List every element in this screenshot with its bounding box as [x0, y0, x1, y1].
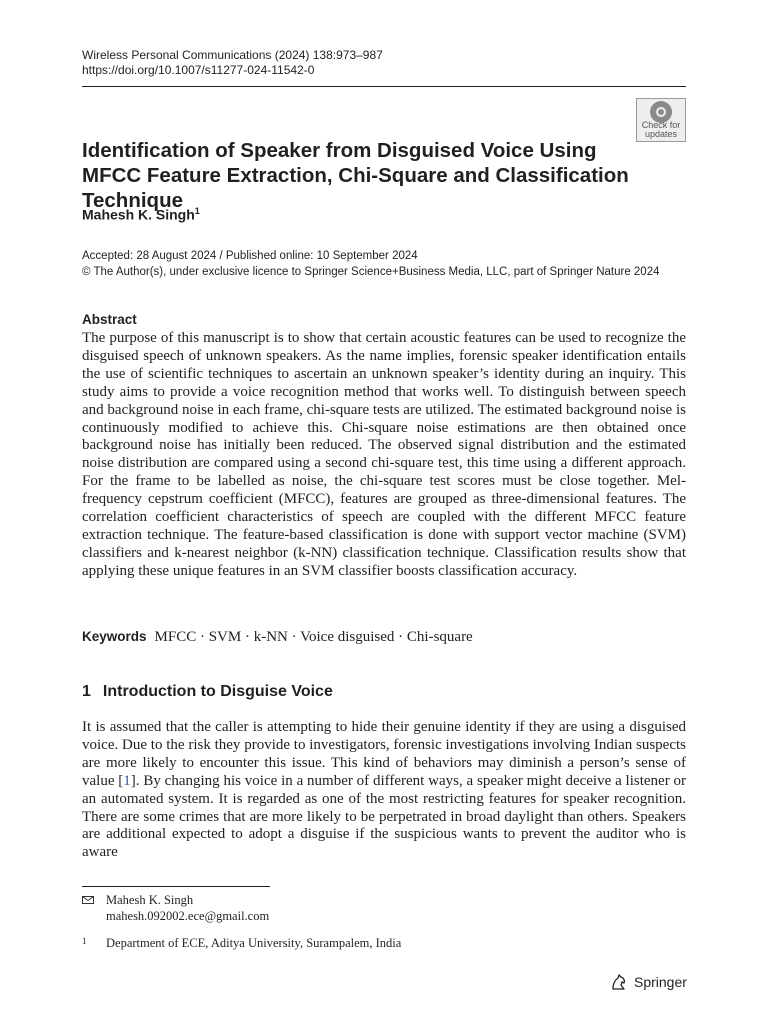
author-affiliation-mark: 1	[194, 206, 200, 216]
intro-paragraph	[82, 719, 686, 862]
springer-horse-icon	[610, 973, 628, 991]
badge-line-2: updates	[644, 129, 678, 139]
keywords-label: Keywords	[82, 629, 147, 644]
doi-link[interactable]: https://doi.org/10.1007/s11277-024-11542-0	[82, 63, 315, 77]
section-number: 1	[82, 683, 91, 700]
abstract-heading: Abstract	[82, 312, 137, 327]
intro-text-1: It is assumed that the caller is attempting to hide their genuine identity if they are using a disguised voice. Due to the risk they provide to investigators, forensic investigations involving Indian suspects are more likely to encounter this issue. This kind of behaviors may diminish a person’s sense of value [	[82, 719, 686, 789]
footnote-rule	[82, 886, 270, 887]
abstract-text: The purpose of this manuscript is to show that certain acoustic features can be used to recognize the disguised speech of unknown speakers. As the name implies, forensic speaker identification entails the use of scientific techniques to ascertain an unknown speaker’s identity during an inquiry. This study aims to provide a voice recognition method that works well. To distinguish between speech and background noise in each frame, chi-square tests are utilized. The estimated background noise is continuously modified to achieve this. Chi-square noise estimations are then obtained once background noise has initially been reduced. The observed signal distribution and the estimated noise distribution are compared using a second chi-square test, this time using a different approach. For the frame to be labelled as noise, the chi-square test scores must be close together. Mel-frequency cepstrum coefficient (MFCC), features are grouped as three-dimensional features. The correlation coefficient characteristics of speech are coupled with the different MFCC feature extraction technique. The feature-based classification is done with support vector machine (SVM) classifiers and k-nearest neighbor (k-NN) classification technique. Classification results show that applying these unique features in an SVM classifier boosts classification accuracy.	[82, 330, 686, 579]
citation-link[interactable]: 1	[123, 772, 131, 789]
paper-title: Identification of Speaker from Disguised Voice Using MFCC Feature Extraction, Chi-Square and Classification Technique	[82, 139, 629, 212]
keywords-list: MFCC · SVM · k-NN · Voice disguised · Chi-square	[154, 629, 473, 645]
affiliation-footnote	[82, 936, 401, 952]
affiliation-text: Department of ECE, Aditya University, Surampalem, India	[106, 936, 402, 950]
section-heading	[82, 683, 333, 701]
intro-text-2: ]. By changing his voice in a number of different ways, a speaker might deceive a listener or an automated system. It is regarded as one of the most restricting features for speaker recognition. There are some crimes that are more likely to be perpetrated in broad daylight than others. Speakers are additional expected to adopt a disguise if the suspicious wants to prevent the auditor who is aware	[82, 772, 686, 861]
springer-logo	[610, 973, 687, 991]
journal-header	[82, 48, 383, 78]
keywords-line	[82, 629, 473, 646]
check-for-updates-badge[interactable]	[636, 98, 686, 142]
publisher-name: Springer	[634, 974, 687, 990]
affiliation-number: 1	[82, 936, 87, 946]
dates-line: Accepted: 28 August 2024 / Published online: 10 September 2024	[82, 250, 418, 262]
envelope-icon	[82, 896, 94, 904]
publication-info	[82, 249, 660, 280]
corresponding-author	[82, 893, 269, 924]
badge-line-1: Check for	[641, 120, 681, 130]
author-name[interactable]: Mahesh K. Singh	[82, 206, 195, 223]
corresponding-email[interactable]: mahesh.092002.ece@gmail.com	[106, 908, 270, 923]
corresponding-name: Mahesh K. Singh	[106, 893, 194, 907]
section-title: Introduction to Disguise Voice	[102, 683, 333, 700]
header-rule	[82, 86, 686, 87]
journal-citation: Wireless Personal Communications (2024) 138:973–987	[82, 48, 383, 62]
author-line	[82, 206, 200, 223]
copyright-line: © The Author(s), under exclusive licence to Springer Science+Business Media, LLC, part of Springer Nature 2024	[82, 265, 660, 278]
